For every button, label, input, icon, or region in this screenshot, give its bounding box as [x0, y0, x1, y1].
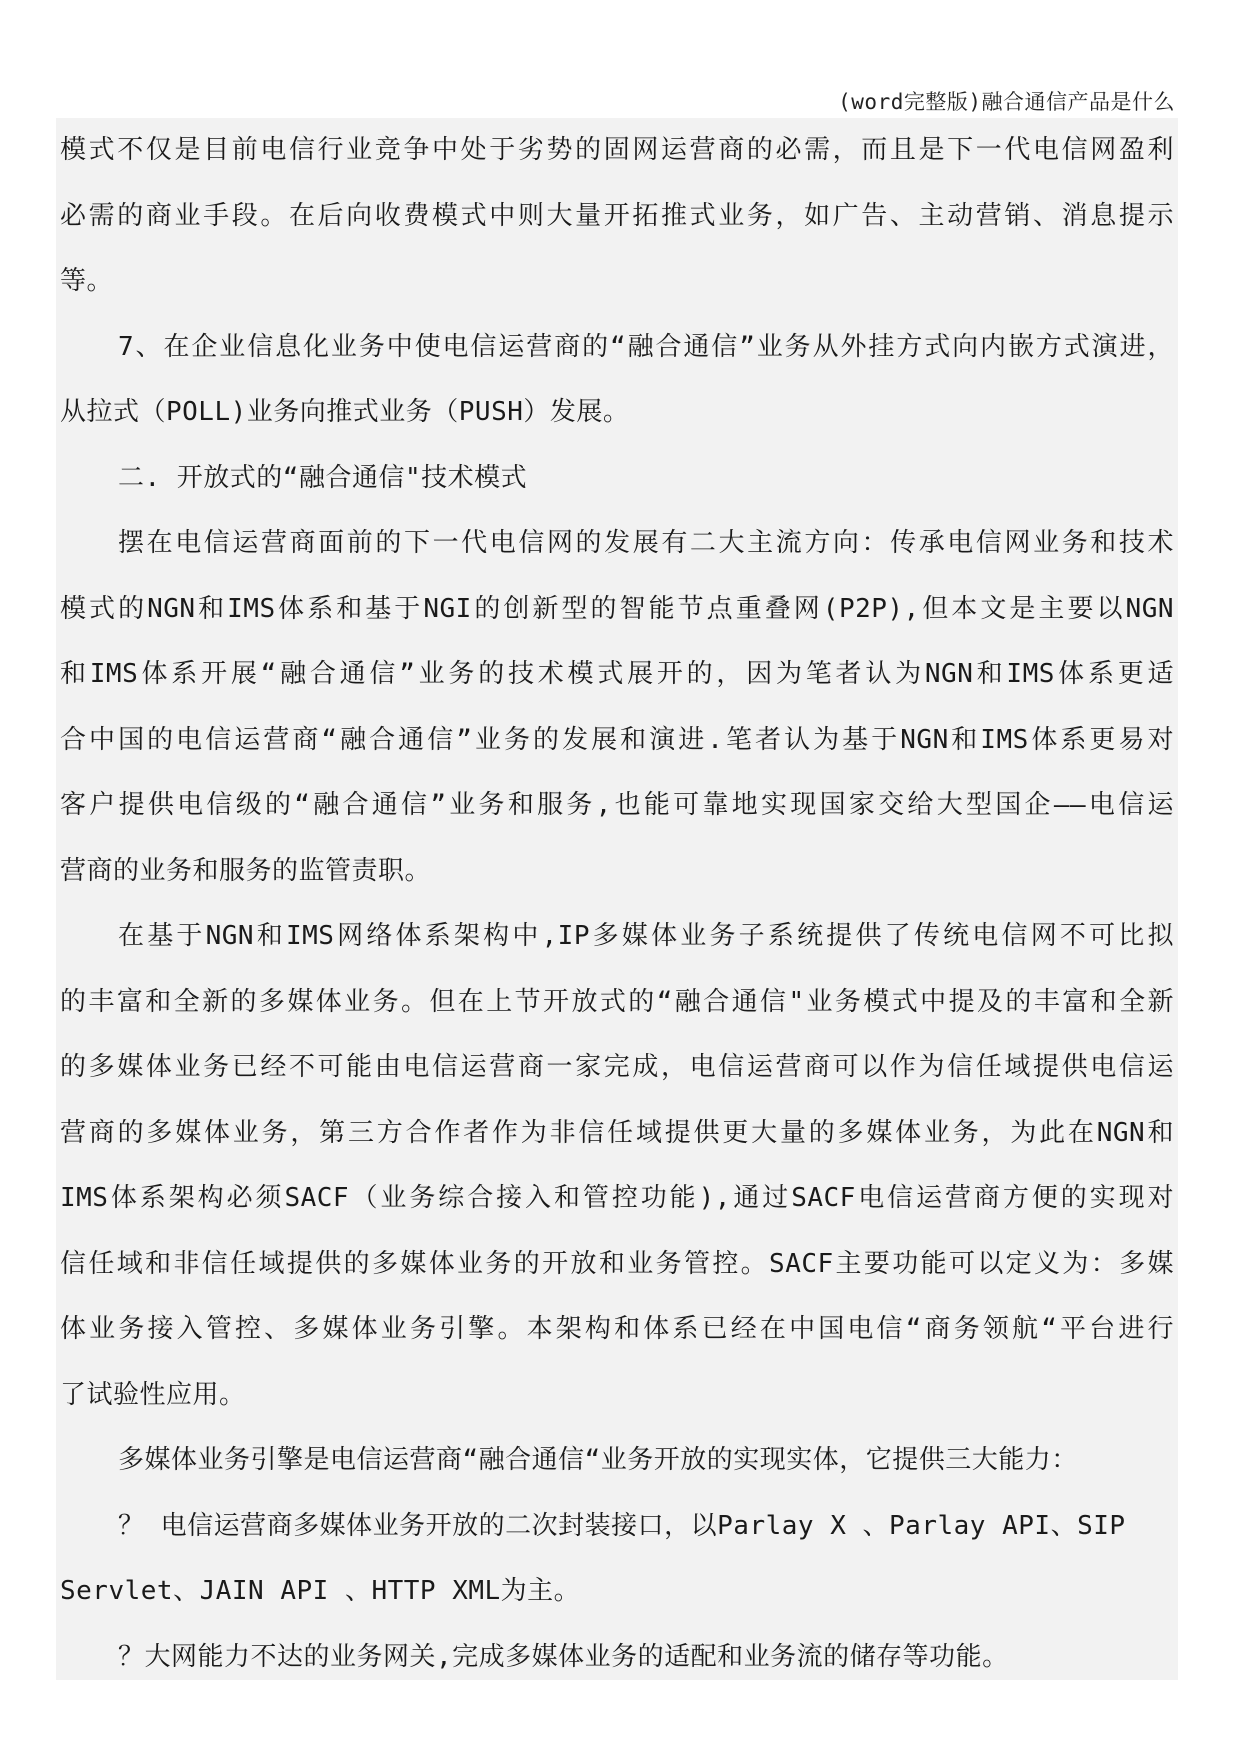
section-heading: 二. 开放式的“融合通信"技术模式: [118, 462, 528, 493]
text-line: Servlet、JAIN API 、HTTP XML为主。: [60, 1576, 581, 1606]
text-line: 的多媒体业务已经不可能由电信运营商一家完成，电信运营商可以作为信任域提供电信运: [60, 1052, 1174, 1082]
text-line: 和IMS体系开展“融合通信”业务的技术模式展开的，因为笔者认为NGN和IMS体系更适: [60, 659, 1174, 689]
text-line: 信任域和非信任域提供的多媒体业务的开放和业务管控。SACF主要功能可以定义为：多媒: [60, 1248, 1174, 1279]
text-area: [60, 118, 1174, 1690]
text-line: 营商的业务和服务的监管责职。: [60, 855, 432, 886]
text-line: 必需的商业手段。在后向收费模式中则大量开拓推式业务，如广告、主动营销、消息提示: [60, 200, 1174, 231]
text-line: 多媒体业务引擎是电信运营商“融合通信“业务开放的实现实体，它提供三大能力：: [118, 1445, 1078, 1475]
text-line: 体业务接入管控、多媒体业务引擎。本架构和体系已经在中国电信“商务领航“平台进行: [60, 1314, 1174, 1344]
text-line: 从拉式（POLL)业务向推式业务（PUSH）发展。: [60, 397, 630, 427]
text-line: 了试验性应用。: [60, 1379, 246, 1410]
page-header: (word完整版)融合通信产品是什么: [838, 90, 1175, 114]
list-item: ？大网能力不达的业务网关,完成多媒体业务的适配和业务流的储存等功能。: [118, 1641, 1009, 1672]
text-line: 合中国的电信运营商“融合通信”业务的发展和演进.笔者认为基于NGN和IMS体系更易对: [60, 724, 1174, 755]
text-line: 客户提供电信级的“融合通信”业务和服务,也能可靠地实现国家交给大型国企——电信运: [60, 790, 1174, 820]
text-line: 7、在企业信息化业务中使电信运营商的“融合通信”业务从外挂方式向内嵌方式演进，: [118, 331, 1174, 362]
text-line: 摆在电信运营商面前的下一代电信网的发展有二大主流方向：传承电信网业务和技术: [118, 528, 1174, 558]
text-line: 模式的NGN和IMS体系和基于NGI的创新型的智能节点重叠网(P2P),但本文是主要以NGN: [60, 593, 1174, 624]
list-item: ？ 电信运营商多媒体业务开放的二次封装接口，以Parlay X 、Parlay API、SIP: [118, 1510, 1126, 1541]
text-line: 营商的多媒体业务，第三方合作者作为非信任域提供更大量的多媒体业务，为此在NGN和: [60, 1117, 1174, 1148]
text-line: 等。: [60, 266, 114, 296]
text-line: IMS体系架构必须SACF（业务综合接入和管控功能),通过SACF电信运营商方便的实现对: [60, 1183, 1174, 1213]
text-line: 模式不仅是目前电信行业竞争中处于劣势的固网运营商的必需，而且是下一代电信网盈利: [60, 135, 1174, 165]
document-body: [56, 118, 1178, 1680]
text-line: 的丰富和全新的多媒体业务。但在上节开放式的“融合通信"业务模式中提及的丰富和全新: [60, 986, 1174, 1017]
text-line: 在基于NGN和IMS网络体系架构中,IP多媒体业务子系统提供了传统电信网不可比拟: [118, 921, 1174, 951]
